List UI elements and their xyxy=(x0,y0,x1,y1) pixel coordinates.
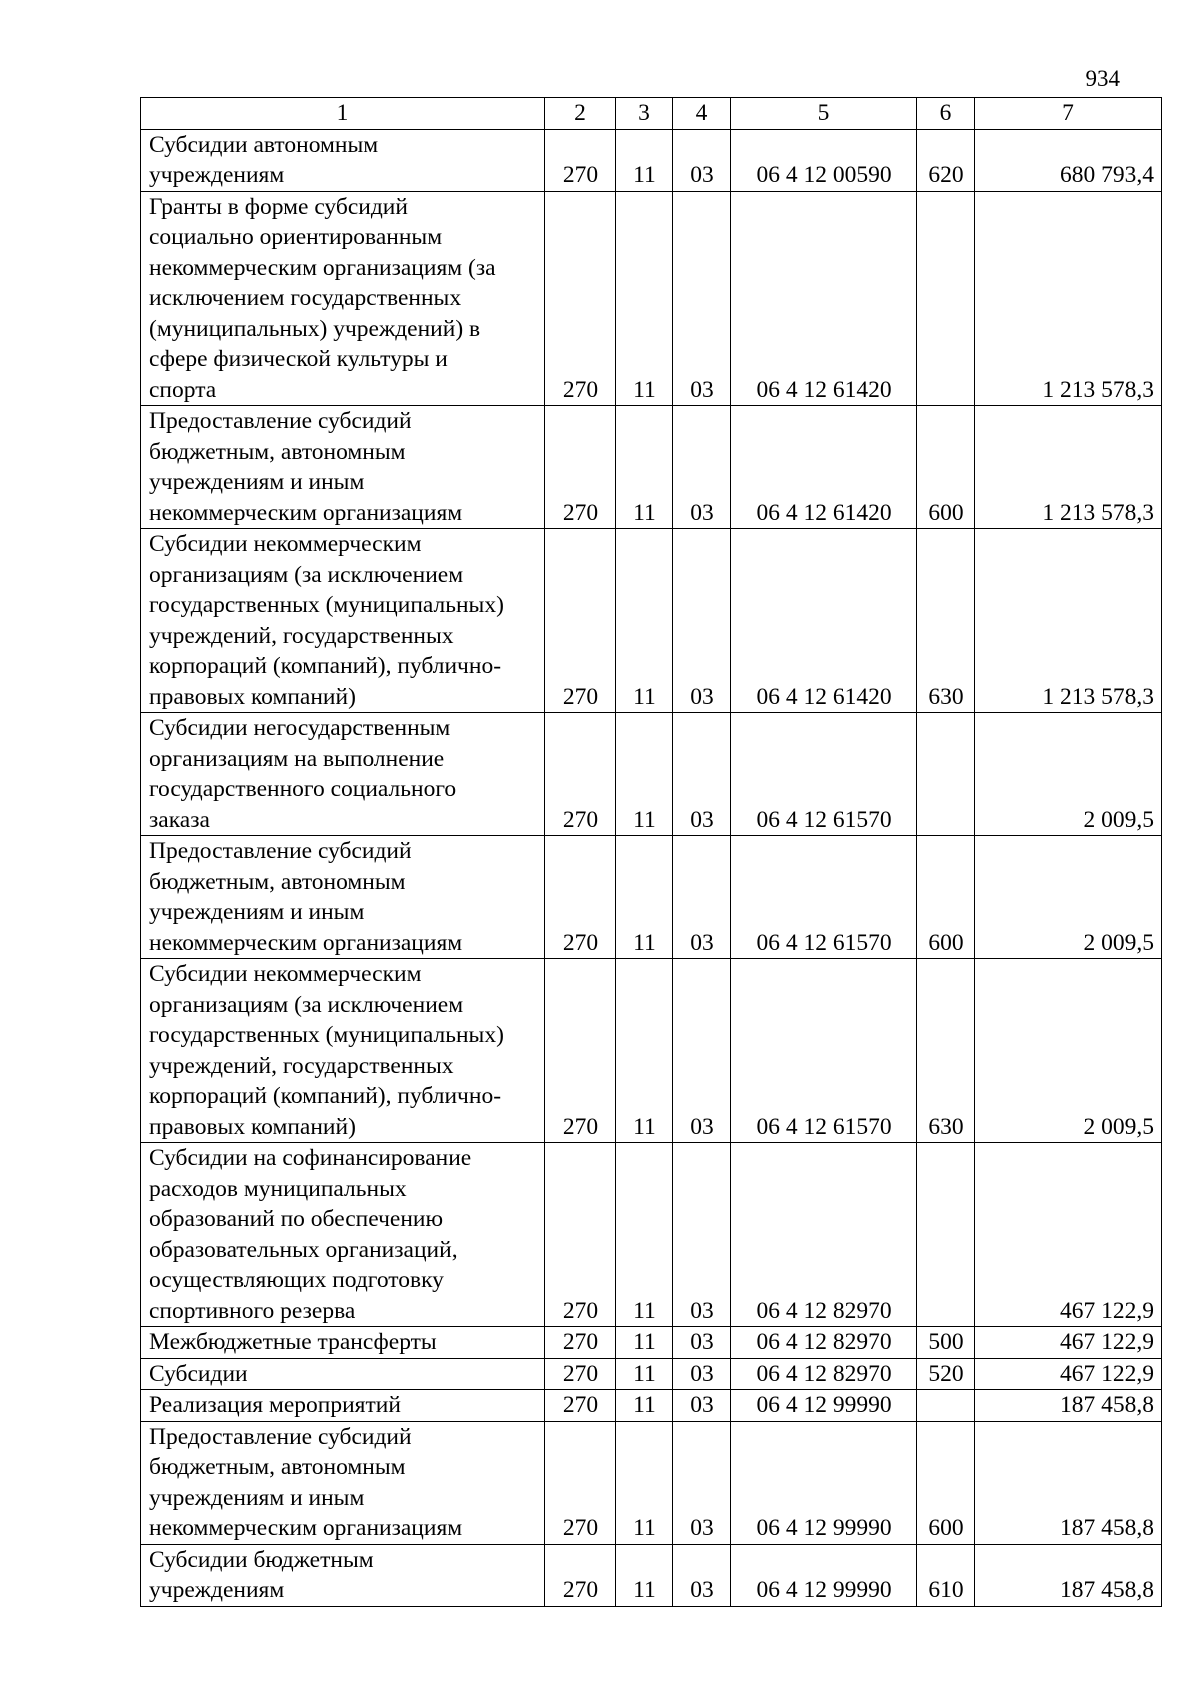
target-article-code: 06 4 12 61570 xyxy=(731,836,917,959)
target-article-code: 06 4 12 99990 xyxy=(731,1421,917,1544)
item-name: Субсидии негосударственным организациям на выполнение государственного социального заказа xyxy=(141,713,545,836)
subsection-code: 03 xyxy=(673,129,731,191)
target-article-code: 06 4 12 00590 xyxy=(731,129,917,191)
item-name: Предоставление субсидий бюджетным, автономным учреждениям и иным некоммерческим организациям xyxy=(141,1421,545,1544)
table-row xyxy=(141,713,1162,836)
target-article-code: 06 4 12 61570 xyxy=(731,713,917,836)
section-code: 11 xyxy=(616,1143,673,1327)
table-row xyxy=(141,529,1162,713)
section-code: 11 xyxy=(616,529,673,713)
column-header-4: 4 xyxy=(673,98,731,130)
item-name: Субсидии некоммерческим организациям (за исключением государственных (муниципальных) учреждений, государственных корпораций (компаний), публично- правовых компаний) xyxy=(141,959,545,1143)
ministry-code: 270 xyxy=(545,529,616,713)
section-code: 11 xyxy=(616,191,673,406)
expense-type-code: 620 xyxy=(917,129,975,191)
column-header-2: 2 xyxy=(545,98,616,130)
item-name: Гранты в форме субсидий социально ориентированным некоммерческим организациям (за исключением государственных (муниципальных) учреждений) в сфере физической культуры и спорта xyxy=(141,191,545,406)
item-name: Субсидии xyxy=(141,1358,545,1390)
table-row xyxy=(141,1143,1162,1327)
table-row xyxy=(141,1544,1162,1606)
header-row xyxy=(141,98,1162,130)
section-code: 11 xyxy=(616,713,673,836)
column-header-7: 7 xyxy=(975,98,1162,130)
amount: 467 122,9 xyxy=(975,1358,1162,1390)
subsection-code: 03 xyxy=(673,713,731,836)
subsection-code: 03 xyxy=(673,959,731,1143)
page-number: 934 xyxy=(1085,66,1120,91)
target-article-code: 06 4 12 61420 xyxy=(731,191,917,406)
section-code: 11 xyxy=(616,1358,673,1390)
table-row xyxy=(141,1358,1162,1390)
expense-type-code xyxy=(917,191,975,406)
section-code: 11 xyxy=(616,406,673,529)
ministry-code: 270 xyxy=(545,1544,616,1606)
table-row xyxy=(141,191,1162,406)
amount: 2 009,5 xyxy=(975,713,1162,836)
column-header-5: 5 xyxy=(731,98,917,130)
target-article-code: 06 4 12 61570 xyxy=(731,959,917,1143)
item-name: Субсидии на софинансирование расходов муниципальных образований по обеспечению образовательных организаций, осуществляющих подготовку спортивного резерва xyxy=(141,1143,545,1327)
expense-type-code: 630 xyxy=(917,529,975,713)
section-code: 11 xyxy=(616,836,673,959)
expense-type-code: 500 xyxy=(917,1327,975,1359)
amount: 467 122,9 xyxy=(975,1327,1162,1359)
section-code: 11 xyxy=(616,129,673,191)
table-row xyxy=(141,129,1162,191)
target-article-code: 06 4 12 82970 xyxy=(731,1327,917,1359)
amount: 680 793,4 xyxy=(975,129,1162,191)
expense-type-code xyxy=(917,1390,975,1422)
expense-type-code: 600 xyxy=(917,406,975,529)
ministry-code: 270 xyxy=(545,129,616,191)
target-article-code: 06 4 12 99990 xyxy=(731,1544,917,1606)
table-row xyxy=(141,406,1162,529)
subsection-code: 03 xyxy=(673,1544,731,1606)
item-name: Межбюджетные трансферты xyxy=(141,1327,545,1359)
column-header-1: 1 xyxy=(141,98,545,130)
item-name: Предоставление субсидий бюджетным, автономным учреждениям и иным некоммерческим организациям xyxy=(141,836,545,959)
subsection-code: 03 xyxy=(673,529,731,713)
table-header xyxy=(141,98,1162,130)
subsection-code: 03 xyxy=(673,406,731,529)
target-article-code: 06 4 12 99990 xyxy=(731,1390,917,1422)
item-name: Предоставление субсидий бюджетным, автономным учреждениям и иным некоммерческим организациям xyxy=(141,406,545,529)
item-name: Субсидии некоммерческим организациям (за исключением государственных (муниципальных) учреждений, государственных корпораций (компаний), публично- правовых компаний) xyxy=(141,529,545,713)
ministry-code: 270 xyxy=(545,191,616,406)
expense-type-code: 600 xyxy=(917,836,975,959)
ministry-code: 270 xyxy=(545,1421,616,1544)
ministry-code: 270 xyxy=(545,713,616,836)
section-code: 11 xyxy=(616,1421,673,1544)
column-header-3: 3 xyxy=(616,98,673,130)
item-name: Субсидии автономным учреждениям xyxy=(141,129,545,191)
section-code: 11 xyxy=(616,1544,673,1606)
target-article-code: 06 4 12 61420 xyxy=(731,406,917,529)
table-row xyxy=(141,1327,1162,1359)
subsection-code: 03 xyxy=(673,191,731,406)
expense-type-code xyxy=(917,713,975,836)
column-header-6: 6 xyxy=(917,98,975,130)
item-name: Реализация мероприятий xyxy=(141,1390,545,1422)
target-article-code: 06 4 12 82970 xyxy=(731,1358,917,1390)
subsection-code: 03 xyxy=(673,1358,731,1390)
table-row xyxy=(141,836,1162,959)
amount: 2 009,5 xyxy=(975,836,1162,959)
ministry-code: 270 xyxy=(545,1327,616,1359)
amount: 2 009,5 xyxy=(975,959,1162,1143)
target-article-code: 06 4 12 61420 xyxy=(731,529,917,713)
table-row xyxy=(141,959,1162,1143)
amount: 1 213 578,3 xyxy=(975,406,1162,529)
subsection-code: 03 xyxy=(673,1421,731,1544)
amount: 187 458,8 xyxy=(975,1390,1162,1422)
amount: 467 122,9 xyxy=(975,1143,1162,1327)
section-code: 11 xyxy=(616,1390,673,1422)
table-body xyxy=(141,129,1162,1606)
expense-type-code: 520 xyxy=(917,1358,975,1390)
amount: 1 213 578,3 xyxy=(975,191,1162,406)
table-row xyxy=(141,1421,1162,1544)
amount: 187 458,8 xyxy=(975,1544,1162,1606)
expense-type-code xyxy=(917,1143,975,1327)
section-code: 11 xyxy=(616,959,673,1143)
expense-type-code: 630 xyxy=(917,959,975,1143)
budget-table xyxy=(140,97,1162,1607)
ministry-code: 270 xyxy=(545,1390,616,1422)
table-row xyxy=(141,1390,1162,1422)
item-name: Субсидии бюджетным учреждениям xyxy=(141,1544,545,1606)
amount: 187 458,8 xyxy=(975,1421,1162,1544)
expense-type-code: 600 xyxy=(917,1421,975,1544)
section-code: 11 xyxy=(616,1327,673,1359)
ministry-code: 270 xyxy=(545,406,616,529)
subsection-code: 03 xyxy=(673,1327,731,1359)
ministry-code: 270 xyxy=(545,1358,616,1390)
expense-type-code: 610 xyxy=(917,1544,975,1606)
ministry-code: 270 xyxy=(545,959,616,1143)
ministry-code: 270 xyxy=(545,836,616,959)
subsection-code: 03 xyxy=(673,836,731,959)
subsection-code: 03 xyxy=(673,1143,731,1327)
subsection-code: 03 xyxy=(673,1390,731,1422)
target-article-code: 06 4 12 82970 xyxy=(731,1143,917,1327)
amount: 1 213 578,3 xyxy=(975,529,1162,713)
ministry-code: 270 xyxy=(545,1143,616,1327)
